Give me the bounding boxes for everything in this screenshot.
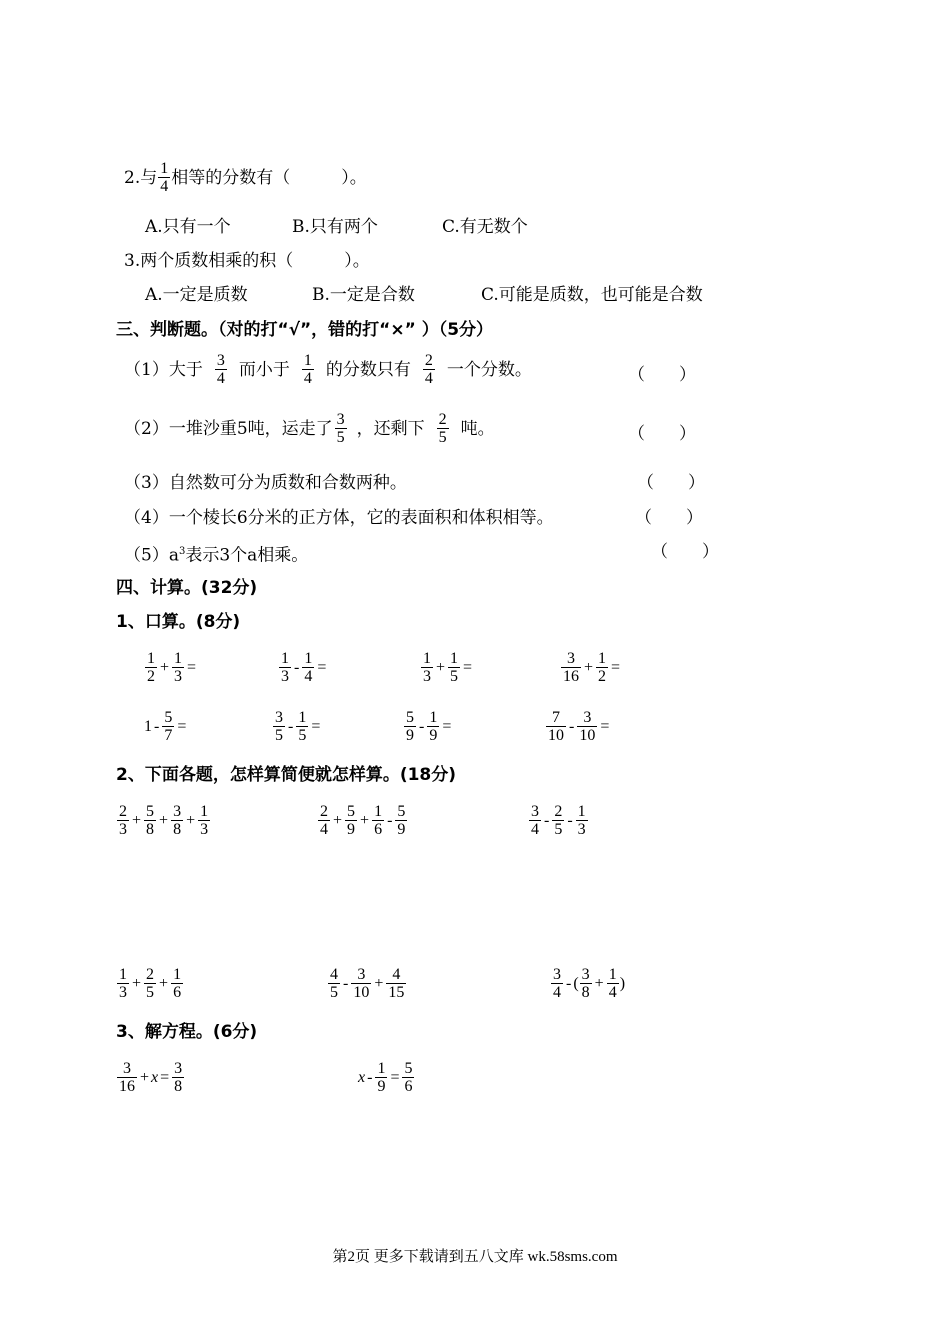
q2-option-a: A.只有一个 <box>145 217 231 237</box>
fraction: $\frac{2}{4}$ <box>424 352 433 387</box>
fraction: $\frac{1}{5}$ <box>450 650 459 685</box>
answer-paren: （ ） <box>628 365 696 385</box>
equals: = <box>442 717 452 735</box>
operator: - <box>566 974 572 992</box>
exponent: 3 <box>178 546 186 557</box>
fraction: $\frac{3}{10}$ <box>579 709 596 744</box>
variable: x <box>151 1068 159 1086</box>
fraction: $\frac{1}{3}$ <box>200 803 209 838</box>
answer-paren: （ ） <box>628 424 696 444</box>
fraction: $\frac{1}{3}$ <box>119 966 127 1001</box>
equals: = <box>463 658 473 676</box>
simplify-expression <box>116 803 211 838</box>
operator: - <box>387 811 393 829</box>
judge-item-4: （4）一个棱长6分米的正方体，它的表面积和体积相等。 <box>124 508 554 528</box>
operator: - <box>288 717 294 735</box>
fraction: $\frac{4}{5}$ <box>330 966 338 1001</box>
operator: + <box>159 974 169 992</box>
fraction: $\frac{1}{3}$ <box>423 650 431 685</box>
fraction: $\frac{2}{5}$ <box>146 966 155 1001</box>
fraction: $\frac{3}{16}$ <box>563 650 579 685</box>
fraction: $\frac{3}{5}$ <box>336 411 345 446</box>
q2-suffix: 相等的分数有（ ）。 <box>171 167 367 188</box>
operator: - <box>294 658 300 676</box>
equals: = <box>160 1068 170 1086</box>
fraction: $\frac{3}{8}$ <box>174 1060 183 1095</box>
fraction: $\frac{1}{2}$ <box>598 650 607 685</box>
fraction: $\frac{3}{5}$ <box>275 709 283 744</box>
oral-expression <box>272 709 322 744</box>
oral-expression <box>278 650 328 685</box>
judge-item-1 <box>124 352 532 387</box>
fraction: $\frac{3}{8}$ <box>581 966 590 1001</box>
equation <box>116 1060 185 1095</box>
fraction: $\frac{3}{10}$ <box>353 966 370 1001</box>
operator: + <box>436 658 446 676</box>
fraction: $\frac{4}{15}$ <box>388 966 405 1001</box>
oral-expression <box>144 650 198 685</box>
oral-expression <box>403 709 453 744</box>
oral-expression <box>144 709 188 744</box>
fraction: $\frac{5}{8}$ <box>146 803 155 838</box>
section-4-heading: 四、计算。(32分) <box>116 578 258 598</box>
q2-option-c: C.有无数个 <box>442 217 528 237</box>
fraction: $\frac{1}{6}$ <box>374 803 383 838</box>
operator: + <box>159 811 169 829</box>
fraction: $\frac{1}{6}$ <box>173 966 182 1001</box>
simplify-expression <box>528 803 589 838</box>
fraction: $\frac{3}{16}$ <box>119 1060 135 1095</box>
fraction: $\frac{1}{3}$ <box>174 650 183 685</box>
fraction: $\frac{7}{10}$ <box>548 709 564 744</box>
item-text: 一个分数。 <box>446 359 532 380</box>
answer-paren: （ ） <box>651 542 719 562</box>
fraction: $\frac{5}{7}$ <box>164 709 173 744</box>
equals: = <box>600 717 610 735</box>
oral-expression <box>545 709 611 744</box>
judge-item-5 <box>124 541 308 567</box>
fraction: $\frac{1}{9}$ <box>429 709 438 744</box>
section-3-heading: 三、判断题。（对的打“√”，错的打“×” ）（5分） <box>116 320 494 340</box>
equals: = <box>390 1068 400 1086</box>
item-text: （2）一堆沙重5吨，运走了 <box>124 418 333 439</box>
fraction: $\frac{1}{5}$ <box>298 709 307 744</box>
fraction: $\frac{2}{3}$ <box>119 803 127 838</box>
q2-option-b: B.只有两个 <box>292 217 378 237</box>
fraction: $\frac{5}{9}$ <box>347 803 356 838</box>
operator: + <box>584 658 594 676</box>
judge-item-3: （3）自然数可分为质数和合数两种。 <box>124 473 407 493</box>
fraction: $\frac{1}{4}$ <box>160 160 169 195</box>
fraction: $\frac{1}{3}$ <box>577 803 586 838</box>
simplify-expression <box>116 966 184 1001</box>
fraction: $\frac{5}{9}$ <box>397 803 406 838</box>
oral-expression <box>560 650 622 685</box>
oral-expression <box>420 650 474 685</box>
fraction: $\frac{1}{9}$ <box>377 1060 386 1095</box>
oral-calc-heading: 1、口算。(8分) <box>116 612 241 632</box>
operator: - <box>544 811 550 829</box>
fraction: $\frac{3}{4}$ <box>216 352 225 387</box>
question-2 <box>124 160 367 195</box>
q3-option-a: A.一定是质数 <box>145 285 248 305</box>
operator: + <box>594 974 604 992</box>
equals: = <box>611 658 621 676</box>
operator: - <box>569 717 575 735</box>
fraction: $\frac{3}{4}$ <box>531 803 539 838</box>
page-footer: 第2页 更多下载请到五八文库 wk.58sms.com <box>332 1249 618 1265</box>
operator: + <box>186 811 196 829</box>
operator: + <box>333 811 343 829</box>
fraction: $\frac{1}{4}$ <box>608 966 617 1001</box>
item-text: 的分数只有 <box>325 359 411 380</box>
q3-option-b: B.一定是合数 <box>312 285 415 305</box>
right-paren: ) <box>619 974 626 992</box>
item-text: 表示3个a相乘。 <box>185 545 309 566</box>
judge-item-2 <box>124 411 495 446</box>
fraction: $\frac{3}{4}$ <box>553 966 561 1001</box>
whole-number: 1 <box>144 717 152 735</box>
operator: - <box>154 717 160 735</box>
variable: x <box>358 1068 366 1086</box>
answer-paren: （ ） <box>635 508 703 528</box>
operator: + <box>132 974 142 992</box>
fraction: $\frac{2}{5}$ <box>554 803 563 838</box>
equals: = <box>317 658 327 676</box>
item-text: （1）大于 <box>124 359 203 380</box>
q3-option-c: C.可能是质数，也可能是合数 <box>481 285 703 305</box>
simplify-expression <box>550 966 625 1001</box>
equation-heading: 3、解方程。(6分) <box>116 1022 258 1042</box>
operator: - <box>367 1068 373 1086</box>
fraction: $\frac{1}{3}$ <box>281 650 289 685</box>
left-paren: ( <box>573 974 579 992</box>
operator: - <box>343 974 349 992</box>
question-3: 3.两个质数相乘的积（ ）。 <box>124 251 370 271</box>
fraction: $\frac{5}{6}$ <box>404 1060 413 1095</box>
item-text: ，还剩下 <box>356 418 425 439</box>
fraction: $\frac{1}{4}$ <box>303 352 312 387</box>
operator: + <box>360 811 370 829</box>
fraction: $\frac{1}{2}$ <box>147 650 155 685</box>
fraction: $\frac{1}{4}$ <box>304 650 313 685</box>
fraction: $\frac{2}{5}$ <box>438 411 447 446</box>
fraction: $\frac{5}{9}$ <box>406 709 414 744</box>
operator: + <box>132 811 142 829</box>
operator: + <box>160 658 170 676</box>
q2-prefix: 2.与 <box>124 167 158 188</box>
fraction: $\frac{2}{4}$ <box>320 803 328 838</box>
item-text: （5）a <box>124 545 179 566</box>
equation <box>358 1060 415 1095</box>
equals: = <box>177 717 187 735</box>
simplify-heading: 2、下面各题，怎样算简便就怎样算。(18分) <box>116 765 457 785</box>
operator: - <box>419 717 425 735</box>
fraction: $\frac{3}{8}$ <box>173 803 182 838</box>
operator: - <box>567 811 573 829</box>
item-text: 吨。 <box>460 418 495 439</box>
operator: + <box>140 1068 150 1086</box>
simplify-expression <box>317 803 408 838</box>
equals: = <box>311 717 321 735</box>
operator: + <box>374 974 384 992</box>
answer-paren: （ ） <box>637 473 705 493</box>
equals: = <box>187 658 197 676</box>
item-text: 而小于 <box>238 359 290 380</box>
simplify-expression <box>327 966 407 1001</box>
